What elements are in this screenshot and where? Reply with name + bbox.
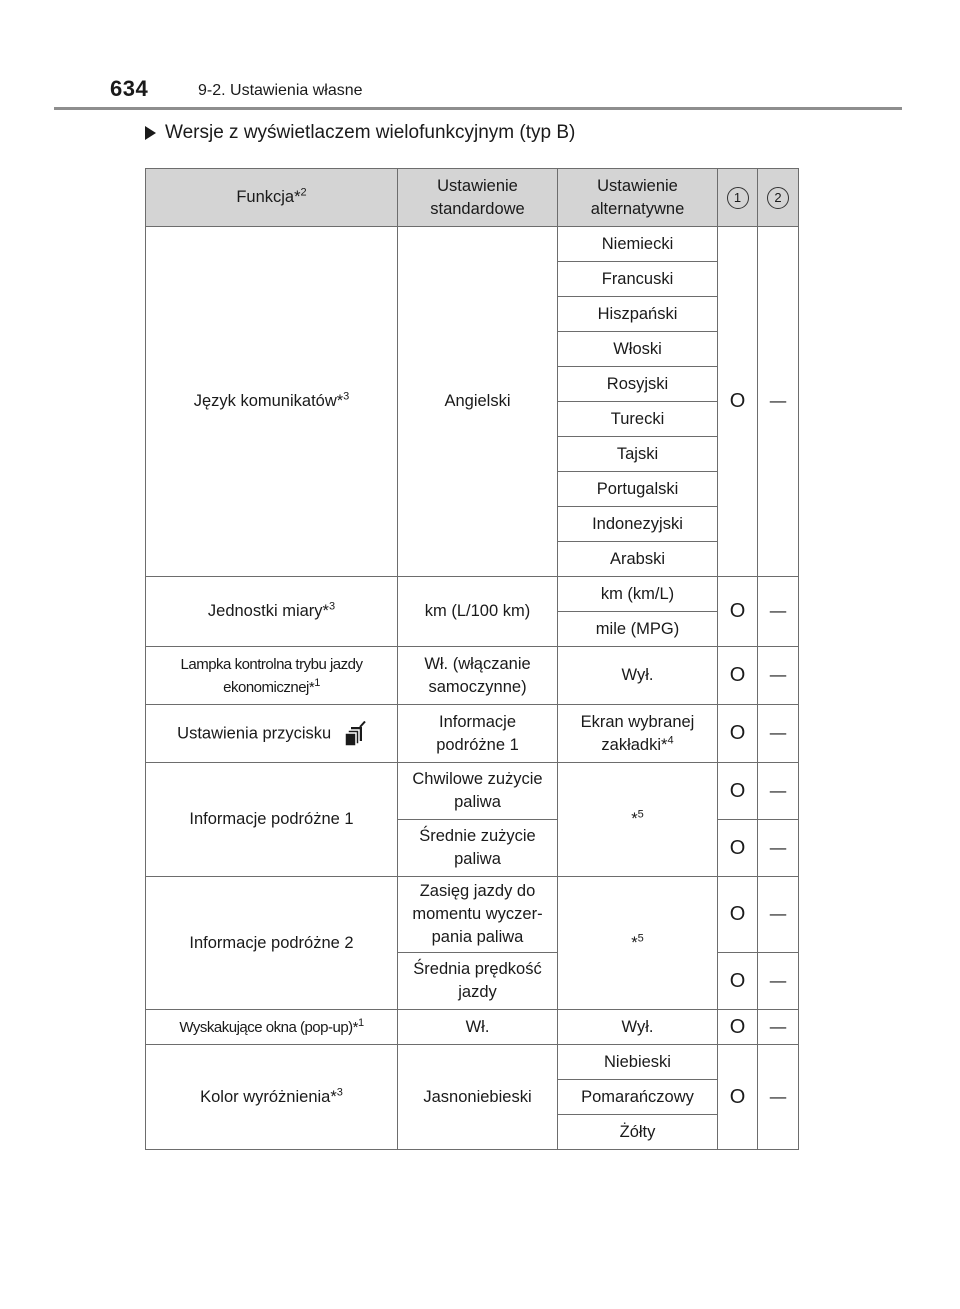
circled-two-icon: 2 (767, 187, 789, 209)
language-function: Język komunikatów*$^3$ (146, 227, 398, 577)
highlight-option: Niebieski (558, 1045, 718, 1080)
section-title: 9-2. Ustawienia własne (198, 82, 363, 99)
highlight-option: Żółty (558, 1115, 718, 1150)
circled-one-icon: 1 (727, 187, 749, 209)
language-option: Francuski (558, 262, 718, 297)
trip1-mark-2: — (758, 820, 799, 877)
trip2-mark-2: — (758, 877, 799, 953)
customize-button-icon (344, 721, 366, 747)
trip1-mark-1: O (718, 820, 758, 877)
trip2-mark-1: O (718, 953, 758, 1010)
settings-table (145, 168, 799, 1150)
header-function: Funkcja*$^2$ (146, 169, 398, 227)
highlight-mark-2: — (758, 1045, 799, 1150)
language-mark-1: O (718, 227, 758, 577)
table-row (146, 877, 799, 953)
table-row (146, 763, 799, 820)
units-mark-2: — (758, 577, 799, 647)
trip1-item: Średnie zużycie paliwa (398, 820, 558, 877)
button-mark-2: — (758, 705, 799, 763)
popup-alternative: Wył. (558, 1010, 718, 1045)
triangle-bullet-icon (145, 126, 156, 140)
table-row (146, 1010, 799, 1045)
trip2-item: Średnia prędkość jazdy (398, 953, 558, 1010)
subheading (145, 122, 575, 144)
eco-mark-1: O (718, 647, 758, 705)
header-col2 (758, 169, 799, 227)
table-header-row (146, 169, 799, 227)
popup-mark-2: — (758, 1010, 799, 1045)
units-option: km (km/L) (558, 577, 718, 612)
trip1-note: *$^5$ (558, 763, 718, 877)
header-rule (54, 107, 902, 110)
popup-default: Wł. (398, 1010, 558, 1045)
trip2-function: Informacje podróżne 2 (146, 877, 398, 1010)
units-option: mile (MPG) (558, 612, 718, 647)
highlight-function: Kolor wyróżnienia*$^3$ (146, 1045, 398, 1150)
trip1-mark-1: O (718, 763, 758, 820)
trip1-item: Chwilowe zużycie paliwa (398, 763, 558, 820)
units-mark-1: O (718, 577, 758, 647)
eco-mark-2: — (758, 647, 799, 705)
highlight-option: Pomarańczowy (558, 1080, 718, 1115)
button-mark-1: O (718, 705, 758, 763)
language-option: Rosyjski (558, 367, 718, 402)
popup-mark-1: O (718, 1010, 758, 1045)
eco-default: Wł. (włączanie samoczynne) (398, 647, 558, 705)
table-row (146, 227, 799, 262)
trip1-function: Informacje podróżne 1 (146, 763, 398, 877)
button-alternative: Ekran wybranej zakładki*$^4$ (558, 705, 718, 763)
trip2-mark-2: — (758, 953, 799, 1010)
table-row (146, 577, 799, 612)
language-mark-2: — (758, 227, 799, 577)
trip2-note: *$^5$ (558, 877, 718, 1010)
language-option: Niemiecki (558, 227, 718, 262)
units-function: Jednostki miary*$^3$ (146, 577, 398, 647)
trip1-mark-2: — (758, 763, 799, 820)
language-option: Tajski (558, 437, 718, 472)
eco-alternative: Wył. (558, 647, 718, 705)
header-col1 (718, 169, 758, 227)
language-option: Turecki (558, 402, 718, 437)
page-number: 634 (110, 76, 149, 101)
trip2-item: Zasięg jazdy do momentu wyczer- pania paliwa (398, 877, 558, 953)
header-alternative: Ustawienie alternatywne (558, 169, 718, 227)
highlight-default: Jasnoniebieski (398, 1045, 558, 1150)
language-option: Arabski (558, 542, 718, 577)
highlight-mark-1: O (718, 1045, 758, 1150)
subheading-text: Wersje z wyświetlaczem wielofunkcyjnym (typ B) (165, 122, 576, 143)
button-default: Informacje podróżne 1 (398, 705, 558, 763)
table-row (146, 705, 799, 763)
table-row (146, 1045, 799, 1080)
language-option: Portugalski (558, 472, 718, 507)
language-option: Indonezyjski (558, 507, 718, 542)
language-option: Hiszpański (558, 297, 718, 332)
eco-function: Lampka kontrolna trybu jazdy ekonomicznej*$^1$ (146, 647, 398, 705)
popup-function: Wyskakujące okna (pop-up)*$^1$ (146, 1010, 398, 1045)
table-row (146, 647, 799, 705)
language-default: Angielski (398, 227, 558, 577)
trip2-mark-1: O (718, 877, 758, 953)
button-function: Ustawienia przycisku (146, 705, 398, 763)
language-option: Włoski (558, 332, 718, 367)
units-default: km (L/100 km) (398, 577, 558, 647)
header-default: Ustawienie standardowe (398, 169, 558, 227)
